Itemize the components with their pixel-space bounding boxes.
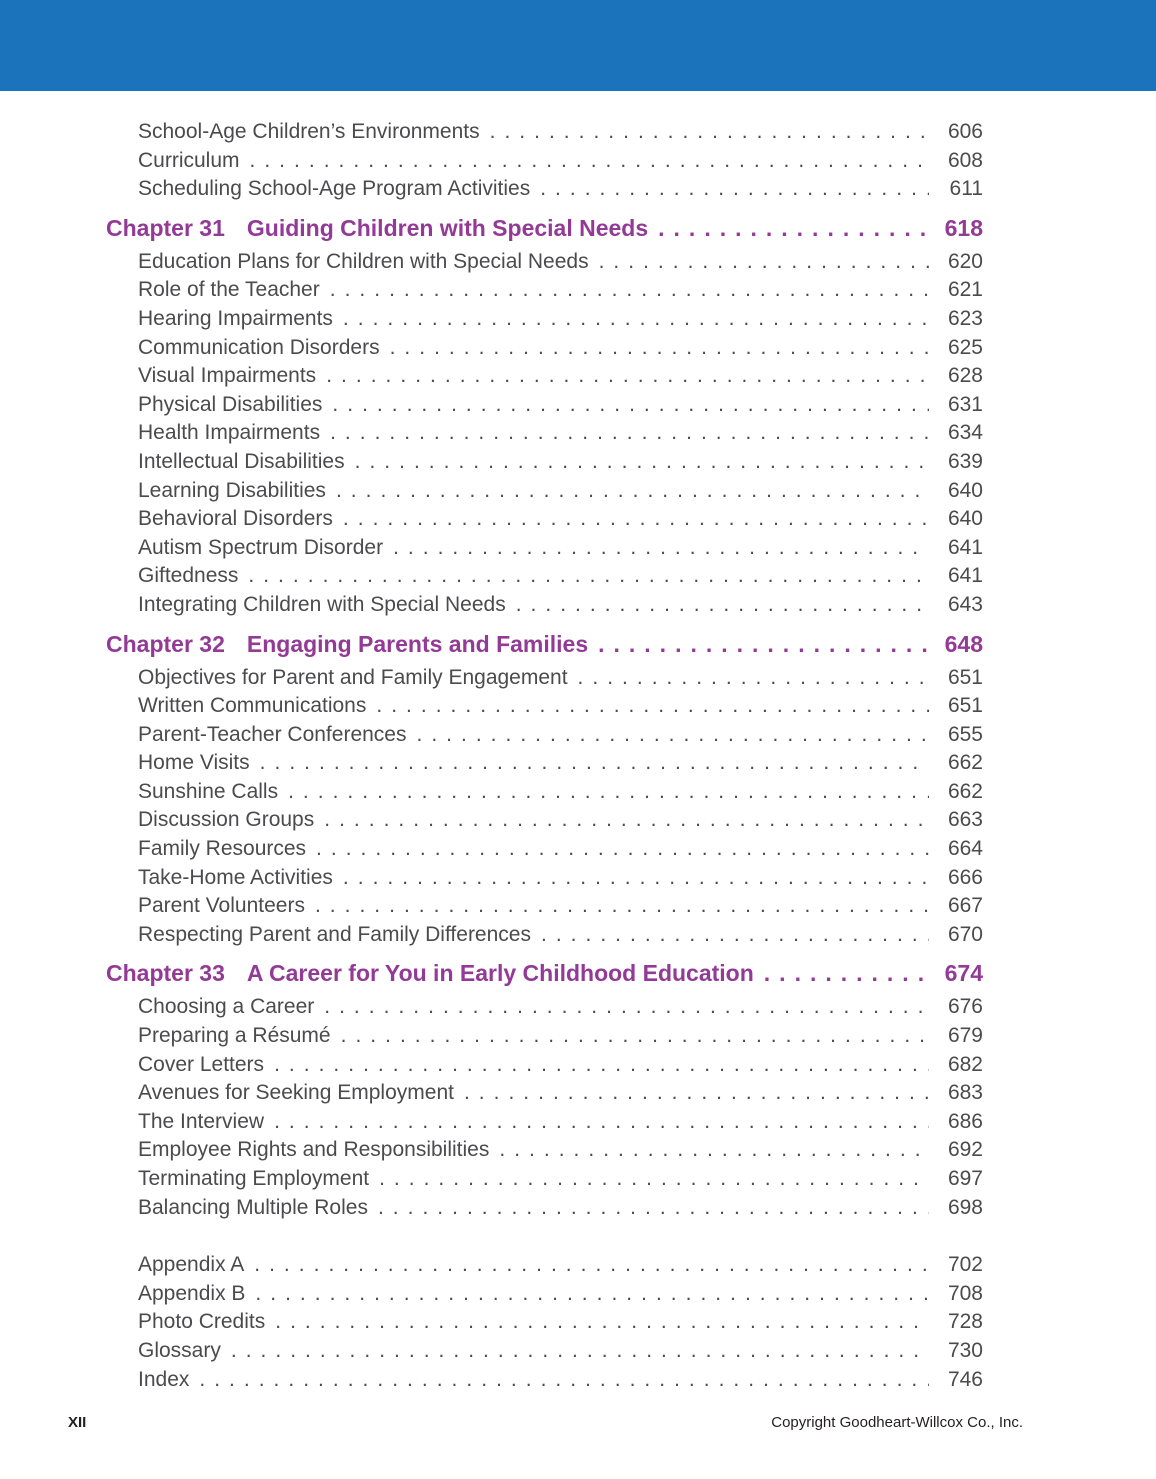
toc-entry-title: Role of the Teacher	[138, 278, 320, 302]
toc-entry-title: Health Impairments	[138, 421, 321, 445]
toc-entry-page: 697	[947, 1167, 983, 1190]
toc-entry-title: Objectives for Parent and Family Engagement	[138, 665, 568, 689]
toc-entry	[106, 147, 983, 176]
dot-leader	[330, 419, 929, 448]
toc-entry-title: Discussion Groups	[138, 808, 315, 832]
toc-entry	[106, 664, 983, 693]
toc-entry	[106, 921, 983, 950]
toc-entry-title: Education Plans for Children with Special Needs	[138, 249, 589, 273]
toc-entry-title: Communication Disorders	[138, 335, 380, 359]
chapter-page: 618	[944, 214, 983, 241]
toc-entry	[106, 118, 983, 147]
chapter-heading	[106, 212, 983, 245]
toc-entry-page: 620	[947, 249, 983, 273]
dot-leader	[248, 562, 929, 591]
toc-entry-page: 634	[947, 421, 983, 445]
dot-leader	[316, 835, 929, 864]
toc-entry-page: 662	[947, 751, 983, 775]
dot-leader	[341, 1022, 929, 1051]
page-footer	[68, 1414, 1023, 1431]
table-of-contents	[106, 118, 983, 1394]
toc-entry-page: 746	[947, 1367, 983, 1391]
dot-leader	[578, 664, 929, 693]
dot-leader	[250, 147, 929, 176]
dot-leader	[326, 362, 929, 391]
dot-leader	[199, 1366, 929, 1395]
dot-leader	[598, 628, 929, 661]
toc-entry-title: Integrating Children with Special Needs	[138, 592, 506, 616]
toc-entry-title: Balancing Multiple Roles	[138, 1195, 368, 1219]
toc-entry-page: 664	[947, 837, 983, 861]
toc-entry-title: Behavioral Disorders	[138, 507, 333, 531]
dot-leader	[541, 921, 929, 950]
chapter-number: Chapter 31	[106, 214, 225, 241]
toc-entry-page: 666	[947, 865, 983, 889]
toc-entry	[106, 1108, 983, 1137]
chapter-page: 648	[944, 630, 983, 657]
toc-entry	[106, 534, 983, 563]
toc-entry-title: Appendix A	[138, 1253, 245, 1277]
toc-entry-page: 682	[947, 1052, 983, 1076]
toc-entry-page: 728	[947, 1310, 983, 1334]
toc-entry-page: 655	[947, 722, 983, 746]
dot-leader	[274, 1051, 929, 1080]
chapter-page: 674	[944, 960, 983, 987]
copyright-text: Copyright Goodheart-Willcox Co., Inc.	[771, 1414, 1023, 1431]
toc-entry-page: 730	[947, 1338, 983, 1362]
toc-entry	[106, 721, 983, 750]
toc-entry	[106, 419, 983, 448]
toc-entry-title: Glossary	[138, 1338, 221, 1362]
toc-entry-page: 686	[947, 1109, 983, 1133]
toc-entry	[106, 778, 983, 807]
toc-entry-title: Cover Letters	[138, 1052, 265, 1076]
toc-entry-page: 662	[947, 779, 983, 803]
toc-entry-title: Written Communications	[138, 694, 367, 718]
toc-entry	[106, 477, 983, 506]
chapter-number: Chapter 32	[106, 630, 225, 657]
chapter-title: Engaging Parents and Families	[246, 630, 589, 657]
toc-entry-title: Home Visits	[138, 751, 250, 775]
toc-entry-title: Preparing a Résumé	[138, 1024, 331, 1048]
toc-entry-page: 702	[947, 1253, 983, 1277]
toc-entry-title: Intellectual Disabilities	[138, 449, 345, 473]
toc-entry-title: Respecting Parent and Family Differences	[138, 922, 531, 946]
dot-leader	[516, 591, 929, 620]
toc-entry	[106, 334, 983, 363]
toc-entry	[106, 362, 983, 391]
toc-entry-title: Giftedness	[138, 564, 239, 588]
toc-entry-page: 640	[947, 478, 983, 502]
toc-entry-page: 698	[947, 1195, 983, 1219]
dot-leader	[393, 534, 929, 563]
toc-entry	[106, 1136, 983, 1165]
dot-leader	[499, 1136, 929, 1165]
toc-entry-title: School-Age Children’s Environments	[138, 120, 480, 143]
dot-leader	[254, 1251, 929, 1280]
toc-entry-page: 628	[947, 364, 983, 388]
toc-entry	[106, 391, 983, 420]
dot-leader	[343, 864, 929, 893]
toc-entry-title: Family Resources	[138, 837, 307, 861]
toc-entry-page: 670	[947, 922, 983, 946]
dot-leader	[315, 892, 929, 921]
toc-entry	[106, 1308, 983, 1337]
toc-entry	[106, 1194, 983, 1223]
dot-leader	[378, 1194, 929, 1223]
dot-leader	[332, 391, 929, 420]
dot-leader	[490, 118, 929, 147]
dot-leader	[599, 248, 929, 277]
toc-entry-page: 651	[947, 665, 983, 689]
toc-entry-page: 625	[947, 335, 983, 359]
toc-entry-page: 639	[947, 449, 983, 473]
toc-entry-title: Choosing a Career	[138, 995, 315, 1019]
dot-leader	[379, 1165, 929, 1194]
toc-entry-title: Parent Volunteers	[138, 894, 305, 918]
toc-entry-title: Scheduling School-Age Program Activities	[138, 177, 531, 201]
toc-entry-title: Avenues for Seeking Employment	[138, 1081, 454, 1105]
toc-entry	[106, 448, 983, 477]
toc-entry-title: Appendix B	[138, 1281, 246, 1305]
toc-entry	[106, 1280, 983, 1309]
toc-entry	[106, 892, 983, 921]
toc-entry-title: Learning Disabilities	[138, 478, 326, 502]
toc-entry-title: Sunshine Calls	[138, 779, 279, 803]
toc-entry	[106, 749, 983, 778]
dot-leader	[343, 305, 929, 334]
dot-leader	[343, 505, 929, 534]
toc-entry-page: 631	[947, 392, 983, 416]
toc-entry-title: Curriculum	[138, 148, 240, 172]
chapter-heading	[106, 957, 983, 990]
toc-entry-title: Autism Spectrum Disorder	[138, 535, 384, 559]
toc-entry	[106, 864, 983, 893]
toc-entry-page: 621	[947, 278, 983, 302]
toc-entry-page: 679	[947, 1024, 983, 1048]
toc-entry-title: Visual Impairments	[138, 364, 317, 388]
toc-entry	[106, 835, 983, 864]
dot-leader	[764, 957, 929, 990]
toc-entry-title: Take-Home Activities	[138, 865, 333, 889]
toc-entry-title: Physical Disabilities	[138, 392, 323, 416]
toc-entry	[106, 305, 983, 334]
dot-leader	[658, 212, 929, 245]
dot-leader	[416, 721, 929, 750]
toc-entry	[106, 1051, 983, 1080]
toc-entry-title: Hearing Impairments	[138, 306, 333, 330]
toc-entry-page: 667	[947, 894, 983, 918]
toc-entry	[106, 505, 983, 534]
toc-entry	[106, 1022, 983, 1051]
dot-leader	[324, 993, 929, 1022]
dot-leader	[390, 334, 929, 363]
dot-leader	[231, 1337, 929, 1366]
header-bar	[0, 0, 1156, 91]
toc-entry-page: 641	[947, 535, 983, 559]
toc-entry	[106, 993, 983, 1022]
chapter-title: Guiding Children with Special Needs	[246, 214, 649, 241]
toc-entry	[106, 1079, 983, 1108]
toc-entry-page: 641	[947, 564, 983, 588]
toc-entry-page: 611	[949, 177, 983, 201]
dot-leader	[255, 1280, 929, 1309]
dot-leader	[376, 692, 929, 721]
dot-leader	[355, 448, 929, 477]
dot-leader	[275, 1308, 929, 1337]
toc-entry-page: 643	[947, 592, 983, 616]
toc-entry-page: 683	[947, 1081, 983, 1105]
dot-leader	[540, 175, 929, 204]
toc-entry-page: 676	[947, 995, 983, 1019]
toc-entry	[106, 1337, 983, 1366]
toc-entry-title: Index	[138, 1367, 190, 1391]
dot-leader	[324, 806, 929, 835]
toc-entry-page: 640	[947, 507, 983, 531]
page-folio: XII	[68, 1414, 87, 1431]
toc-entry-page: 606	[947, 120, 983, 143]
toc-entry-page: 623	[947, 306, 983, 330]
dot-leader	[336, 477, 929, 506]
toc-entry-title: Parent-Teacher Conferences	[138, 722, 407, 746]
toc-entry	[106, 175, 983, 204]
toc-entry	[106, 692, 983, 721]
toc-entry-page: 692	[947, 1138, 983, 1162]
toc-entry	[106, 1165, 983, 1194]
toc-entry-page: 708	[947, 1281, 983, 1305]
dot-leader	[464, 1079, 929, 1108]
chapter-number: Chapter 33	[106, 960, 225, 987]
dot-leader	[288, 778, 929, 807]
toc-entry	[106, 562, 983, 591]
toc-entry	[106, 806, 983, 835]
toc-entry-title: The Interview	[138, 1109, 265, 1133]
toc-entry	[106, 1366, 983, 1395]
toc-entry	[106, 276, 983, 305]
toc-entry-page: 651	[947, 694, 983, 718]
dot-leader	[330, 276, 929, 305]
toc-entry	[106, 248, 983, 277]
toc-entry-title: Terminating Employment	[138, 1167, 370, 1190]
toc-entry-page: 663	[947, 808, 983, 832]
toc-entry-page: 608	[947, 148, 983, 172]
chapter-heading	[106, 628, 983, 661]
toc-entry	[106, 1251, 983, 1280]
toc-entry-title: Employee Rights and Responsibilities	[138, 1138, 490, 1162]
toc-entry	[106, 591, 983, 620]
dot-leader	[260, 749, 929, 778]
toc-entry-title: Photo Credits	[138, 1310, 266, 1334]
dot-leader	[274, 1108, 929, 1137]
chapter-title: A Career for You in Early Childhood Education	[246, 960, 754, 987]
